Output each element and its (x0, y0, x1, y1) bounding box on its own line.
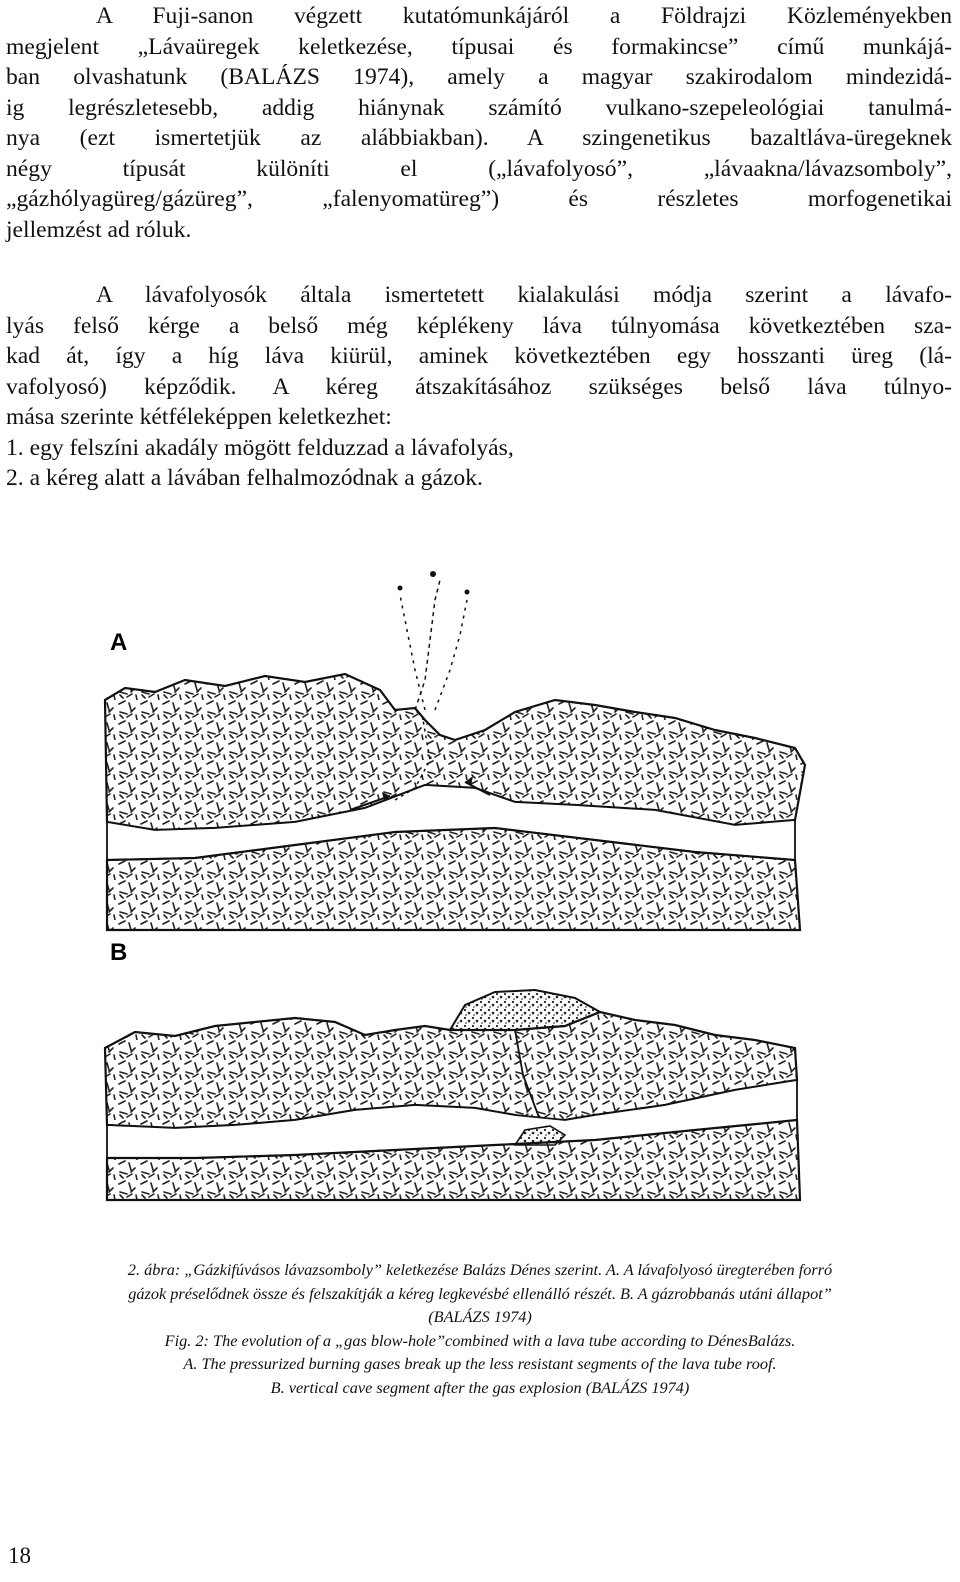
list-item-1: 1. egy felszíni akadály mögött felduzzad a lávafolyás, (6, 434, 514, 461)
text-line: mása szerinte kétféleképpen keletkezhet: (6, 404, 392, 430)
caption-line: gázok préselődnek össze és felszakítják a kéreg legkevésbé ellenálló részét. B. A gázrobbanás utáni állapot” (128, 1283, 832, 1303)
figure-label-a: A (110, 629, 128, 656)
text-line: A lávafolyosók általa ismertetett kialakulási módja szerint a lávafo- (96, 282, 952, 308)
text-line: lyás felső kérge a belső még képlékeny láva túlnyomása következtében sza- (6, 312, 952, 339)
caption-line: A. The pressurized burning gases break up the less resistant segments of the lava tube roof. (183, 1354, 777, 1373)
caption-line: B. vertical cave segment after the gas explosion (BALÁZS 1974) (270, 1377, 690, 1397)
figure-a-diagram (105, 571, 805, 930)
caption-line: 2. ábra: „Gázkifúvásos lávazsomboly” keletkezése Balázs Dénes szerint. A. A lávafolyosó üregterében forró (127, 1260, 833, 1279)
text-line: kad át, így a híg láva kiürül, aminek következtében egy hosszanti üreg (lá- (6, 343, 952, 369)
text-line: vafolyosó) képződik. A kéreg átszakításához szükséges belső láva túlnyo- (6, 373, 952, 400)
text-line: megjelent „Lávaüregek keletkezése, típusai és formakincse” című munkájá- (6, 33, 952, 60)
paragraph-lava-tubes (6, 280, 952, 494)
text-line: ig legrészletesebb, addig hiánynak számító vulkano-szepeleológiai tanulmá- (6, 94, 952, 121)
figure-label-b: B (110, 939, 128, 966)
lava-cave-figure (95, 560, 855, 1205)
figure-b-diagram (105, 990, 800, 1200)
paragraph-intro (6, 1, 952, 245)
text-line: ban olvashatunk (BALÁZS 1974), amely a magyar szakirodalom mindezidá- (6, 64, 952, 90)
text-line: négy típusát különíti el („lávafolyosó”, „lávaakna/lávazsomboly”, (6, 155, 952, 182)
text-line: jellemzést ad róluk. (6, 216, 192, 243)
text-line: „gázhólyagüreg/gázüreg”, „falenyomatüreg”) és részletes morfogenetikai (6, 186, 952, 212)
text-line: A Fuji-sanon végzett kutatómunkájáról a Földrajzi Közleményekben (96, 3, 952, 29)
caption-line: Fig. 2: The evolution of a „gas blow-hole”combined with a lava tube according to DénesBalázs. (164, 1330, 796, 1350)
caption-line: (BALÁZS 1974) (428, 1307, 532, 1326)
page-number: 18 (8, 1543, 31, 1568)
text-line: nya (ezt ismertetjük az alábbiakban). A szingenetikus bazaltláva-üregeknek (6, 125, 952, 151)
figure-caption (30, 1258, 930, 1399)
list-item-2: 2. a kéreg alatt a lávában felhalmozódnak a gázok. (6, 465, 483, 491)
